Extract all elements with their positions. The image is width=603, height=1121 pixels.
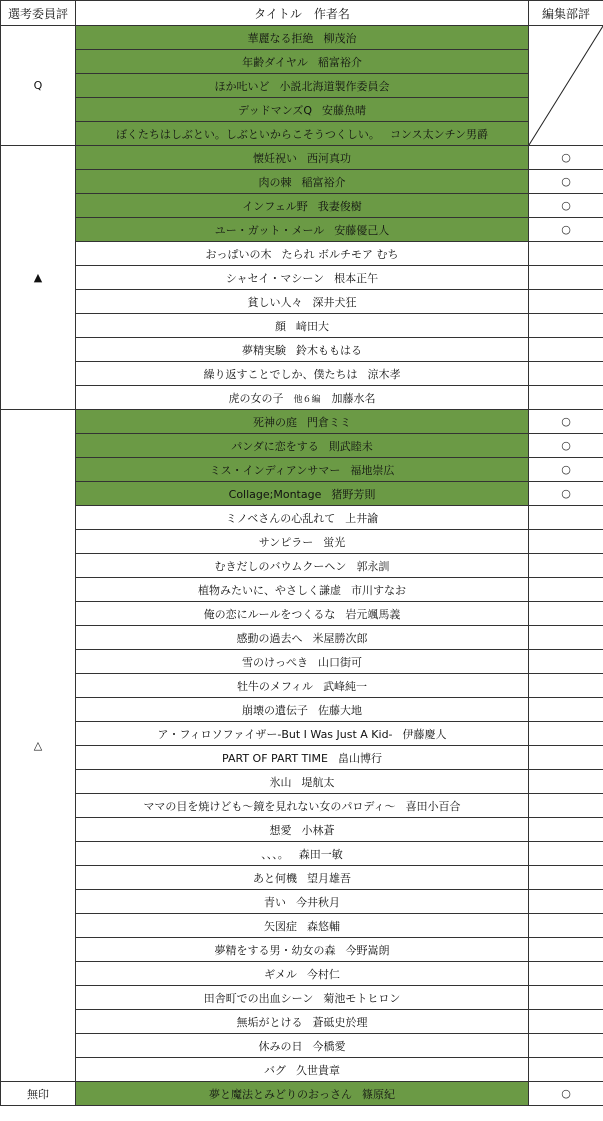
table-row — [1, 530, 603, 554]
entry-title: 田舎町での出血シーン — [203, 991, 314, 1005]
entry-author: 小林蒼 — [301, 823, 335, 837]
entry-author: 喜田小百合 — [405, 799, 461, 813]
entry-cell — [76, 98, 529, 122]
table-row — [1, 986, 603, 1010]
eval-cell — [529, 362, 603, 386]
entry-cell — [76, 650, 529, 674]
eval-cell — [529, 338, 603, 362]
entry-author: 則武睦未 — [328, 439, 373, 453]
entry-title: 懐妊祝い — [253, 151, 297, 165]
entry-author: 門倉ミミ — [307, 415, 351, 429]
eval-cell: ○ — [529, 170, 603, 194]
entry-cell — [76, 50, 529, 74]
entry-author: 米屋勝次郎 — [312, 631, 368, 645]
entry-cell — [76, 674, 529, 698]
entry-author: 﨑田大 — [296, 319, 329, 333]
table-row — [1, 578, 603, 602]
table-row — [1, 266, 603, 290]
entry-title: 無垢がとける — [236, 1015, 303, 1029]
entry-title: バグ — [264, 1063, 286, 1077]
eval-cell — [529, 818, 603, 842]
table-row — [1, 794, 603, 818]
entry-cell — [76, 530, 529, 554]
table-row — [1, 554, 603, 578]
table-row — [1, 650, 603, 674]
entry-cell — [76, 554, 529, 578]
table-row — [1, 50, 603, 74]
eval-cell: ○ — [529, 146, 603, 170]
entry-author: 今村仁 — [306, 967, 340, 981]
eval-cell — [529, 962, 603, 986]
entry-author: 菊池モトヒロン — [323, 991, 401, 1005]
eval-cell — [529, 698, 603, 722]
entry-cell — [76, 266, 529, 290]
eval-cell — [529, 722, 603, 746]
entry-author: 山口街可 — [318, 655, 362, 669]
grade-cell: ▲ — [1, 146, 76, 410]
entry-title: Collage;Montage — [228, 487, 322, 501]
entry-title: インフェル野 — [242, 199, 308, 213]
entry-cell — [76, 1058, 529, 1082]
entry-cell — [76, 794, 529, 818]
eval-cell — [529, 530, 603, 554]
entry-title: ミス・インディアンサマー — [209, 463, 341, 477]
eval-cell: ○ — [529, 458, 603, 482]
header-grade: 選考委員評 — [1, 1, 76, 26]
entry-cell — [76, 194, 529, 218]
entry-title: 貧しい人々 — [247, 295, 303, 309]
entry-title: 顔 — [275, 319, 286, 333]
entry-cell — [76, 938, 529, 962]
entry-cell — [76, 626, 529, 650]
eval-cell — [529, 314, 603, 338]
entry-title: ほか𠮟いど — [214, 79, 270, 93]
eval-cell: ○ — [529, 482, 603, 506]
entry-author: 上井諭 — [345, 511, 379, 525]
entry-cell — [76, 482, 529, 506]
eval-cell — [529, 386, 603, 410]
eval-cell-slashed — [529, 26, 603, 146]
eval-cell — [529, 890, 603, 914]
table-row — [1, 458, 603, 482]
entry-cell — [76, 290, 529, 314]
table-row — [1, 506, 603, 530]
entry-cell — [76, 74, 529, 98]
entry-title: 感動の過去へ — [236, 631, 303, 645]
table-row — [1, 1034, 603, 1058]
table-row — [1, 770, 603, 794]
entry-cell — [76, 890, 529, 914]
entry-cell — [76, 818, 529, 842]
entry-author: 涼木孝 — [367, 367, 401, 381]
table-row — [1, 914, 603, 938]
table-row — [1, 818, 603, 842]
entry-author: 市川すなお — [351, 583, 406, 597]
entry-author: 蛍光 — [323, 535, 346, 549]
entry-cell — [76, 458, 529, 482]
eval-cell — [529, 1010, 603, 1034]
eval-cell — [529, 674, 603, 698]
table-row — [1, 698, 603, 722]
entry-author: 猪野芳則 — [331, 487, 376, 501]
entry-cell — [76, 170, 529, 194]
header-eval: 編集部評 — [529, 1, 603, 26]
entry-title: 氷山 — [269, 775, 292, 789]
table-row — [1, 218, 603, 242]
entry-cell — [76, 770, 529, 794]
eval-cell — [529, 842, 603, 866]
table-row — [1, 938, 603, 962]
eval-cell — [529, 554, 603, 578]
eval-cell — [529, 578, 603, 602]
entry-cell — [76, 986, 529, 1010]
entry-author: 望月雄吾 — [307, 871, 351, 885]
eval-cell — [529, 794, 603, 818]
eval-cell — [529, 506, 603, 530]
table-row — [1, 290, 603, 314]
eval-cell — [529, 938, 603, 962]
header-row — [1, 1, 603, 26]
entry-cell — [76, 698, 529, 722]
entry-author: コンス太ンチン男爵 — [389, 127, 489, 141]
entry-cell — [76, 962, 529, 986]
eval-cell: ○ — [529, 410, 603, 434]
entry-author: 鈴木ももはる — [296, 343, 362, 357]
entry-title: ぼくたちはしぶとい。しぶといからこそうつくしい。 — [115, 127, 380, 141]
entry-author: 畠山博行 — [337, 751, 382, 765]
entry-title: 矢図症 — [264, 919, 297, 933]
eval-cell: ○ — [529, 218, 603, 242]
entry-cell — [76, 914, 529, 938]
entry-title: むきだしのバウムクーヘン — [214, 559, 347, 573]
entry-title: ユー・ガット・メール — [214, 223, 325, 237]
entry-title: 夢と魔法とみどりのおっさん — [209, 1087, 352, 1101]
entry-author: 西河真功 — [307, 151, 351, 165]
entry-author: 福地崇広 — [350, 463, 395, 477]
entry-author: 根本正午 — [334, 271, 379, 285]
table-row — [1, 626, 603, 650]
entry-cell — [76, 146, 529, 170]
entry-author: 堤航太 — [301, 775, 335, 789]
grade-cell: Q — [1, 26, 76, 146]
entry-title: おっぱいの木 — [205, 247, 272, 261]
entry-cell — [76, 866, 529, 890]
entry-cell — [76, 338, 529, 362]
entry-author: 久世貴章 — [296, 1063, 340, 1077]
entry-cell — [76, 410, 529, 434]
table-row — [1, 1058, 603, 1082]
table-row — [1, 602, 603, 626]
table-row — [1, 482, 603, 506]
entry-author: 安藤魚晴 — [322, 103, 367, 117]
diagonal-slash — [529, 26, 603, 145]
entry-cell — [76, 122, 529, 146]
table-row — [1, 722, 603, 746]
eval-cell: ○ — [529, 1082, 603, 1106]
entry-title: サンピラー — [258, 535, 314, 549]
entry-title: 繰り返すことでしか、僕たちは — [203, 367, 358, 381]
eval-cell — [529, 746, 603, 770]
entry-title: PART OF PART TIME — [222, 751, 328, 765]
entry-author: 安藤優己人 — [334, 223, 390, 237]
entry-title: 夢精実験 — [242, 343, 286, 357]
eval-cell: ○ — [529, 434, 603, 458]
entry-title: あと何機 — [253, 871, 297, 885]
entry-author: 岩元颯馬義 — [345, 607, 401, 621]
entry-author: 森田一敏 — [298, 847, 343, 861]
entry-author: 稲富裕介 — [301, 175, 346, 189]
entry-author: 我妻俊樹 — [317, 199, 362, 213]
entry-cell — [76, 1010, 529, 1034]
entry-title: 年齢ダイヤル — [242, 55, 308, 69]
entry-author: 柳茂治 — [323, 31, 357, 45]
table-row — [1, 842, 603, 866]
entry-author: たられ ボルチモア むち — [281, 247, 399, 261]
table-row — [1, 170, 603, 194]
eval-cell — [529, 650, 603, 674]
entry-title: 崩壊の遺伝子 — [242, 703, 308, 717]
entry-title: 想愛 — [269, 823, 292, 837]
table-row — [1, 866, 603, 890]
entry-cell — [76, 1034, 529, 1058]
entry-title: 俺の恋にルールをつくるな — [203, 607, 336, 621]
eval-cell — [529, 866, 603, 890]
eval-cell: ○ — [529, 194, 603, 218]
table-row — [1, 1082, 603, 1106]
table-row — [1, 674, 603, 698]
table-row — [1, 26, 603, 50]
entry-title-note: 他６編 — [293, 394, 321, 405]
table-row — [1, 386, 603, 410]
table-row — [1, 314, 603, 338]
table-row — [1, 122, 603, 146]
eval-cell — [529, 266, 603, 290]
entry-cell — [76, 314, 529, 338]
entry-title: ギメル — [264, 967, 297, 981]
entry-cell — [76, 602, 529, 626]
eval-cell — [529, 290, 603, 314]
entry-title: 雪のけっぺき — [242, 655, 308, 669]
entry-cell — [76, 26, 529, 50]
table-row — [1, 146, 603, 170]
grade-cell: △ — [1, 410, 76, 1082]
table-row — [1, 194, 603, 218]
entry-author: 森悠輔 — [307, 919, 340, 933]
table-row — [1, 98, 603, 122]
entry-cell — [76, 362, 529, 386]
eval-cell — [529, 914, 603, 938]
entry-title: ママの目を焼けども～鏡を見れない女のパロディ～ — [143, 799, 396, 813]
entry-title: 、、、。 — [261, 847, 289, 861]
entry-title: 死神の庭 — [253, 415, 297, 429]
eval-cell — [529, 626, 603, 650]
eval-cell — [529, 1058, 603, 1082]
entry-title: 夢精をする男・幼女の森 — [214, 943, 336, 957]
entry-cell — [76, 218, 529, 242]
table-row — [1, 1010, 603, 1034]
table-row — [1, 74, 603, 98]
entry-author: 篠原紀 — [362, 1087, 395, 1101]
entry-title: 植物みたいに、やさしく謙虚 — [198, 583, 341, 597]
table-row — [1, 410, 603, 434]
entry-author: 稲富裕介 — [317, 55, 362, 69]
entry-cell — [76, 842, 529, 866]
entry-title: ア・フィロソファイザー-But I Was Just A Kid- — [157, 727, 393, 741]
entry-author: 今橋愛 — [312, 1039, 346, 1053]
entry-author: 蒼砥史於理 — [312, 1015, 368, 1029]
entry-title: 華麗なる拒絶 — [247, 31, 314, 45]
eval-cell — [529, 602, 603, 626]
table-row — [1, 434, 603, 458]
entry-cell — [76, 506, 529, 530]
entry-title: 虎の女の子 — [228, 391, 284, 405]
entry-title: パンダに恋をする — [231, 439, 319, 453]
entry-author: 武峰純一 — [323, 679, 368, 693]
entry-author: 今野嵩朗 — [345, 943, 390, 957]
table-row — [1, 362, 603, 386]
table-row — [1, 746, 603, 770]
eval-cell — [529, 1034, 603, 1058]
eval-cell — [529, 242, 603, 266]
entry-cell — [76, 746, 529, 770]
entry-title: シャセイ・マシーン — [225, 271, 325, 285]
eval-cell — [529, 986, 603, 1010]
entry-title: 牡牛のメフィル — [236, 679, 314, 693]
entry-author: 伊藤慶人 — [402, 727, 447, 741]
entry-title: 青い — [264, 895, 286, 909]
entry-cell — [76, 1082, 529, 1106]
eval-cell — [529, 770, 603, 794]
entry-cell — [76, 722, 529, 746]
entry-title: 肉の棘 — [258, 175, 292, 189]
entry-cell — [76, 386, 529, 410]
entry-cell — [76, 242, 529, 266]
entry-title: 休みの日 — [258, 1039, 303, 1053]
entry-cell — [76, 578, 529, 602]
table-row — [1, 890, 603, 914]
entry-title: ミノベさんの心乱れて — [225, 511, 336, 525]
entry-author: 今井秋月 — [296, 895, 340, 909]
table-row — [1, 242, 603, 266]
entry-author: 郭永訓 — [356, 559, 390, 573]
entry-author: 深井犬狂 — [312, 295, 357, 309]
table-body — [1, 26, 603, 1106]
entry-cell — [76, 434, 529, 458]
header-entry: タイトル 作者名 — [76, 1, 529, 26]
entry-title: デッドマンズQ — [237, 103, 313, 117]
table-row — [1, 962, 603, 986]
table-row — [1, 338, 603, 362]
entry-author: 加藤水名 — [331, 391, 376, 405]
entry-author: 小説北海道製作委員会 — [279, 79, 390, 93]
grade-cell: 無印 — [1, 1082, 76, 1106]
entry-author: 佐藤大地 — [318, 703, 362, 717]
